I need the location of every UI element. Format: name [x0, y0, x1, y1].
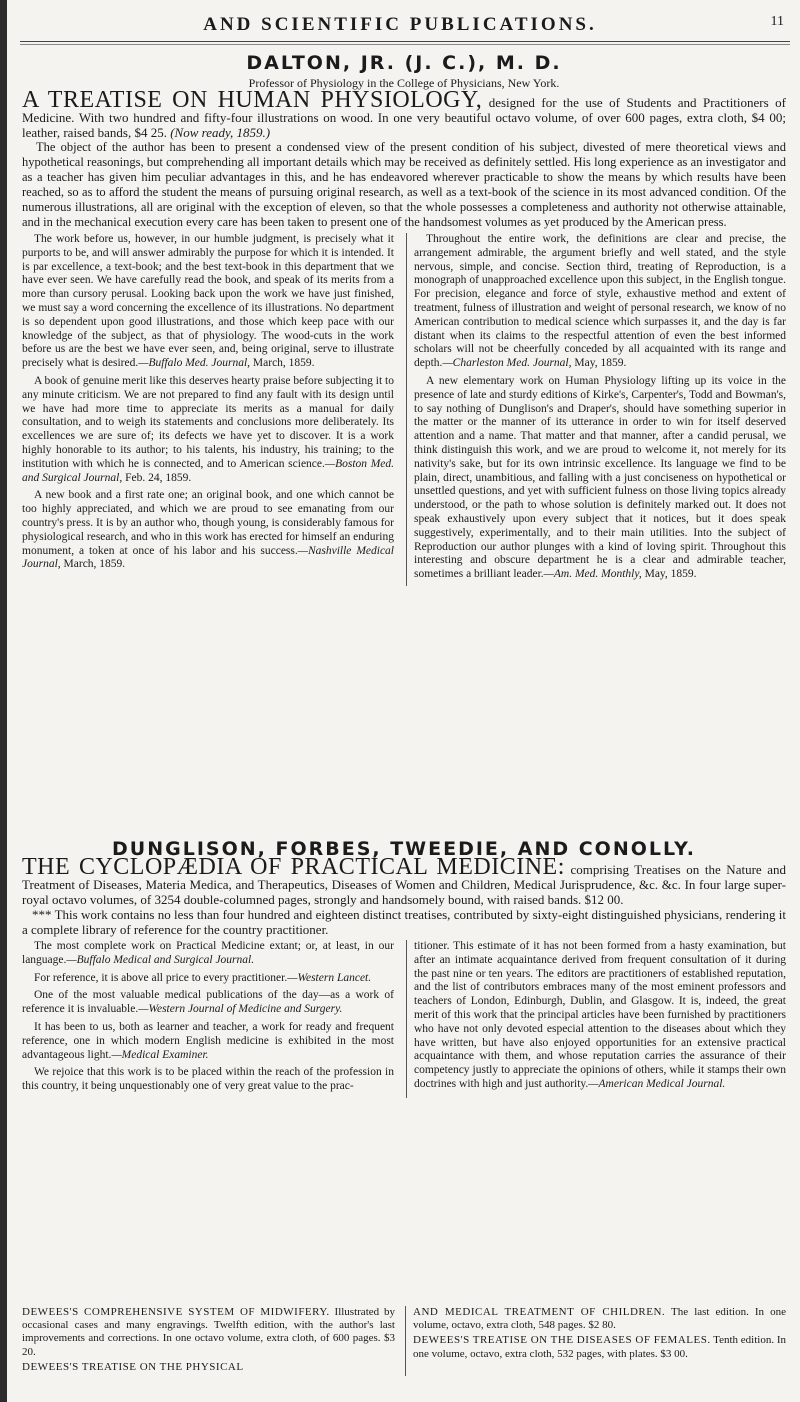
review-text: Throughout the entire work, the definitions are clear and precise, the arrangement admirable, the argument briefly and well stated, and the style nervous, simple, and concise. Section third, treating of Reproduction, is a monograph of unapproached excellence upon this subject, in the English tongue. For precision, elegance and force of style, exhaustive method and extent of treatment, fulness of illustration and weight of personal research, we know of no American contribution to medical science which surpasses it, and the day is far distant when its claims to the respectful attention of even the best informed scholars will not be cheerfully conceded by all acquainted with its range and depth. [414, 233, 786, 370]
dalton-book-description: designed for the use of Students and Practitioners of Medicine. With two hundred and fifty-four illustrations on wood. In one very beautiful octavo volume, of over 600 pages, extra cloth, $4 00; leather, raised bands, $4 25. [22, 95, 786, 140]
review-source: —Western Journal of Medicine and Surgery. [138, 1003, 343, 1016]
dewees-left [22, 1306, 395, 1376]
book-listing-title: AND MEDICAL TREATMENT OF CHILDREN. [413, 1306, 666, 1318]
review [22, 940, 394, 968]
book-listing-title: DEWEES'S TREATISE ON THE DISEASES OF FEMALES. [413, 1334, 711, 1347]
review-source: —Medical Examiner. [111, 1048, 209, 1061]
dalton-intro: The object of the author has been to present a condensed view of the present condition of his subject, divested of mere theoretical views and hypothetical reasonings, but comprehending all important details which may be received as definitely settled. His long experience as an investigator and as a teacher has given him peculiar advantages in this, and he has endeavored wherever practicable to show the means by which results have been reached, so as to afford the student the means of pursuing original research, as well as a text-book of the science in its most advanced condition. Of the numerous illustrations, all are original with the exception of eleven, so that the whole possesses a completeness and authority not otherwise attainable, and in the mechanical execution every care has been taken to present one of the handsomest volumes as yet produced by the American press. [22, 140, 786, 229]
running-head [0, 8, 800, 48]
review-source: —Nashville Medical Journal, [22, 544, 394, 571]
dalton-section [22, 52, 786, 586]
review [22, 1021, 394, 1062]
review-source: —Buffalo Medical and Surgical Journal. [66, 953, 255, 966]
dunglison-author-heading: DUNGLISON, FORBES, TWEEDIE, AND CONOLLY. [112, 838, 696, 860]
review-text: A new elementary work on Human Physiology lifting up its voice in the presence of late and sturdy editions of Kirke's, Carpenter's, Todd and Bowman's, to say nothing of Dunglison's and Draper's, should have something superior in the matter or the manner of its utterance in order to win for itself deserved attention and a name. That matter and that manner, after a candid perusal, we think distinguish this work, and we are proud to welcome it, not merely for its nativity's sake, but for its own intrinsic excellence. Its language we find to be plain, direct, unambitious, and falling with a just conciseness on hypothetical or unsettled questions, and yet with sufficient fulness on those living topics already understood, or the path to whose solution is definitely marked out. It does not speak exhaustively upon every subject that it notices, but it does speak suggestively, experimentally, and to their main utilities. Into the subject of Reproduction our author plunges with a kind of loving spirit. Throughout this interesting and obscure department he is a clear and admirable teacher, sometimes a brilliant leader. [414, 374, 786, 581]
header-rule-secondary [20, 44, 790, 45]
review-date: May, 1859. [641, 568, 697, 581]
book-listing [413, 1306, 786, 1332]
review [22, 489, 394, 572]
header-rule [20, 41, 790, 42]
review-date: March, 1859. [250, 357, 315, 370]
dalton-review-columns [22, 233, 786, 586]
review [414, 940, 786, 1092]
review-source: —Boston Med. and Surgical Journal, [22, 457, 395, 484]
book-listing-text: Illustrated by occasional cases and many engravings. Twelfth edition, with the author's last improvements and corrections. In one octavo volume, extra cloth, of 600 pages. $3 20. [22, 1306, 395, 1358]
dunglison-book-entry [22, 854, 787, 907]
dalton-affiliation: Professor of Physiology in the College of Physicians, New York. [248, 76, 560, 90]
page-number: 11 [770, 14, 784, 29]
dunglison-review-columns [22, 940, 786, 1098]
review-text: One of the most valuable medical publications of the day—as a work of reference it is invaluable. [22, 989, 394, 1016]
dunglison-reviews-left [22, 940, 394, 1098]
review-text: The most complete work on Practical Medicine extant; or, at least, in our language. [22, 940, 394, 966]
dalton-author-heading: DALTON, JR. (J. C.), M. D. [246, 52, 562, 74]
dalton-book-entry [22, 87, 786, 140]
dewees-section [22, 1306, 786, 1376]
book-listing [22, 1306, 395, 1359]
review [22, 972, 394, 986]
review-source: —American Medical Journal. [588, 1077, 726, 1090]
dunglison-book-description: comprising Treatises on the Nature and Treatment of Diseases, Materia Medica, and Therapeutics, Diseases of Women and Children, Medical Jurisprudence, &c. &c. In four large super-royal octavo volumes, of 3254 double-columned pages, strongly and handsomely bound, with raised bands. $12 00. [22, 862, 787, 907]
review [414, 233, 786, 371]
review [414, 375, 786, 582]
review-text: We rejoice that this work is to be placed within the reach of the profession in this country, it being unquestionably one of very great value to the prac- [22, 1066, 394, 1093]
book-listing [22, 1361, 395, 1374]
review-source: —Charleston Med. Journal, [442, 357, 572, 370]
dunglison-reviews-right [406, 940, 786, 1098]
book-listing-text: Tenth edition. In one volume, octavo, extra cloth, 532 pages, with plates. $3 00. [413, 1334, 786, 1360]
dalton-availability: (Now ready, 1859.) [170, 125, 271, 140]
running-head-title: AND SCIENTIFIC PUBLICATIONS. [203, 14, 597, 35]
review [22, 375, 394, 485]
book-listing [413, 1334, 786, 1360]
page-edge-shadow [0, 0, 7, 1402]
review-text: It has been to us, both as learner and teacher, a work for ready and frequent reference, one in which modern English medicine is exhibited in the most advantageous light. [22, 1020, 394, 1061]
review-date: March, 1859. [60, 558, 126, 571]
review-date: May, 1859. [571, 357, 627, 370]
dunglison-book-title: THE CYCLOPÆDIA OF PRACTICAL MEDICINE: [22, 854, 565, 880]
review-source: —Buffalo Med. Journal, [138, 357, 251, 370]
dunglison-section [22, 838, 786, 1098]
review [22, 233, 394, 371]
review [22, 989, 394, 1017]
review-source: —Western Lancet. [287, 971, 372, 984]
review-text: A new book and a first rate one; an original book, and one which cannot be too highly appreciated, and which we are proud to see emanating from our country's press. It is by an author who, though young, is considerably famous for physiological research, and who in this work has erected for himself an enduring monument, a token at once of his labor and his success. [22, 489, 394, 557]
dalton-book-title: A TREATISE ON HUMAN PHYSIOLOGY, [22, 87, 483, 113]
book-listing-title: DEWEES'S TREATISE ON THE PHYSICAL [22, 1360, 244, 1373]
dalton-reviews-right [406, 233, 786, 586]
dewees-right [405, 1306, 786, 1376]
review-text: A book of genuine merit like this deserves hearty praise before subjecting it to any minute criticism. We are not prepared to find any fault with its design until we have had more time to appreciate its merits as a manual for daily consultation, and to weigh its statements and conclusions more deliberately. Its excellences we are sure of; its defects we have yet to discover. It is a work highly honorable to its author; to his talents, his industry, his training; to the institution with which he is connected, and to American science. [22, 374, 394, 470]
review [22, 1066, 394, 1094]
review-date: Feb. 24, 1859. [122, 471, 192, 484]
review-text: titioner. This estimate of it has not been formed from a hasty examination, but after an intimate acquaintance derived from frequent consultation of it during the past nine or ten years. The editors are practitioners of established reputation, and the list of contributors embraces many of the most eminent professors and teachers of London, Edinburgh, Dublin, and Glasgow. It is, indeed, the great merit of this work that the principal articles have been furnished by practitioners who have not only devoted especial attention to the diseases about which they have written, but have also enjoyed opportunities for an extensive practical acquaintance with them, and whose reputation carries the assurance of their competency justly to appreciate the opinions of others, while it stamps their own doctrines with high and just authority. [414, 940, 786, 1090]
review-source: —Am. Med. Monthly, [543, 568, 642, 581]
book-listing-text: The last edition. In one volume, octavo, extra cloth, 548 pages. $2 80. [413, 1306, 786, 1332]
review-text: The work before us, however, in our humble judgment, is precisely what it purports to be, and will answer admirably the purpose for which it is intended. It is par excellence, a text-book; and the best text-book in this department that we have ever seen. We have carefully read the book, and speak of its merits from a more than cursory perusal. Looking back upon the work we have just finished, we must say a word concerning the excellence of its illustrations. No department is so dependent upon good illustrations, and those which keep pace with our knowledge of the subject, as that of physiology. The wood-cuts in the work before us are the best we have ever seen, and, being original, serve to illustrate precisely what is desired. [22, 233, 394, 370]
book-listing-title: DEWEES'S COMPREHENSIVE SYSTEM OF MIDWIFERY. [22, 1306, 330, 1318]
dunglison-note: *** This work contains no less than four hundred and eighteen distinct treatises, contributed by sixty-eight distinguished physicians, rendering it a complete library of reference for the country practitioner. [22, 907, 786, 937]
review-text: For reference, it is above all price to every practitioner. [34, 971, 288, 984]
dalton-reviews-left [22, 233, 394, 586]
dewees-columns [22, 1306, 786, 1376]
